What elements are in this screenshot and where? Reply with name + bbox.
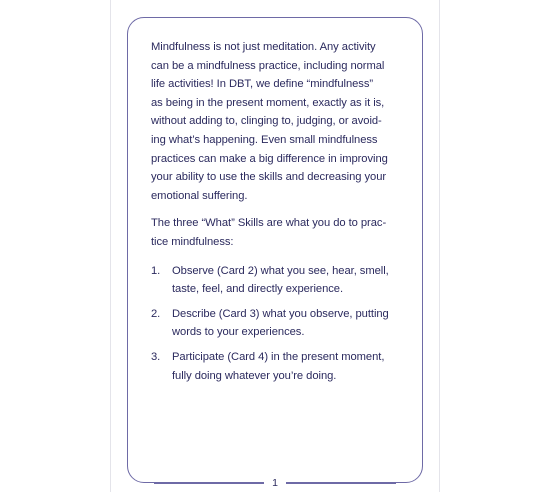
what-skills-paragraph: The three “What” Skills are what you do to prac- tice mindfulness: <box>151 217 387 248</box>
page-number: 1 <box>264 476 286 490</box>
list-item-text: Observe (Card 2) what you see, hear, smell, taste, feel, and directly experience. <box>172 264 389 296</box>
list-item-describe <box>151 305 395 342</box>
mindfulness-card <box>127 17 423 489</box>
card-body <box>151 38 395 391</box>
footer-rule-right <box>286 482 396 483</box>
list-item-observe <box>151 262 395 299</box>
what-skills-list <box>151 262 395 386</box>
intro-paragraph: Mindfulness is not just meditation. Any activity can be a mindfulness practice, including normal life activities! In DBT, we define “mindfulness” as being in the present moment, exactly as it is, without adding to, clinging to, judging, or avoid- ing what’s happening. Even small mindfulness practices can make a big difference in improving your ability to use the skills and decreasing your emotional suffering. <box>151 41 388 202</box>
list-number: 1. <box>151 264 161 277</box>
list-item-text: Participate (Card 4) in the present moment, fully doing whatever you’re doing. <box>172 350 385 382</box>
list-number: 3. <box>151 350 161 363</box>
list-item-text: Describe (Card 3) what you observe, putting words to your experiences. <box>172 307 389 339</box>
list-number: 2. <box>151 307 161 320</box>
page-edge-right <box>439 0 440 492</box>
list-item-participate <box>151 348 395 385</box>
page-edge-left <box>110 0 111 492</box>
footer-rule-left <box>154 482 264 483</box>
card-footer <box>128 476 422 490</box>
